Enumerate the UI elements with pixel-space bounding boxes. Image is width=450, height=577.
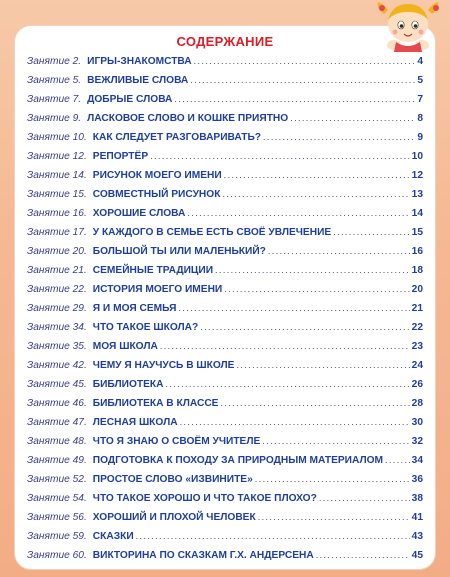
page-number: 30 — [411, 417, 423, 428]
lesson-topic: СОВМЕСТНЫЙ РИСУНОК — [92, 189, 221, 200]
lesson-number: Занятие 14. — [27, 170, 87, 181]
toc-entry — [27, 223, 423, 242]
lesson-number: Занятие 59. — [27, 531, 87, 542]
toc-entry — [27, 109, 423, 128]
page-number: 13 — [411, 189, 423, 200]
lesson-topic: ЧТО ТАКОЕ ШКОЛА? — [92, 322, 199, 333]
lesson-topic: БОЛЬШОЙ ТЫ ИЛИ МАЛЕНЬКИЙ? — [92, 246, 266, 257]
dot-leader — [319, 489, 410, 508]
lesson-number: Занятие 10. — [27, 132, 87, 143]
lesson-number: Занятие 22. — [27, 284, 87, 295]
dot-leader — [316, 546, 410, 565]
lesson-number: Занятие 42. — [27, 360, 87, 371]
page-number: 32 — [411, 436, 423, 447]
lesson-number: Занятие 35. — [27, 341, 87, 352]
dot-leader — [385, 451, 410, 470]
page-number: 21 — [411, 303, 423, 314]
lesson-topic: РЕПОРТЁР — [92, 151, 149, 162]
lesson-number: Занятие 54. — [27, 493, 87, 504]
toc-entry — [27, 451, 423, 470]
toc-entry — [27, 71, 423, 90]
lesson-topic: ЧТО Я ЗНАЮ О СВОЁМ УЧИТЕЛЕ — [92, 436, 261, 447]
lesson-topic: МОЯ ШКОЛА — [92, 341, 158, 352]
page-number: 10 — [411, 151, 423, 162]
toc-entry — [27, 546, 423, 565]
page-number: 43 — [411, 531, 423, 542]
lesson-number: Занятие 5. — [27, 75, 82, 86]
dot-leader — [222, 185, 409, 204]
lesson-topic: СКАЗКИ — [92, 531, 134, 542]
dot-leader — [290, 109, 415, 128]
dot-leader — [190, 71, 415, 90]
dot-leader — [165, 375, 409, 394]
toc-entry — [27, 128, 423, 147]
lesson-topic: СЕМЕЙНЫЕ ТРАДИЦИИ — [92, 265, 214, 276]
lesson-topic: ХОРОШИЙ И ПЛОХОЙ ЧЕЛОВЕК — [92, 512, 256, 523]
dot-leader — [224, 166, 410, 185]
toc-entry — [27, 204, 423, 223]
page-number: 14 — [411, 208, 423, 219]
contents-sheet — [15, 26, 435, 569]
lesson-number: Занятие 49. — [27, 455, 87, 466]
lesson-number: Занятие 48. — [27, 436, 87, 447]
lesson-topic: ЧЕМУ Я НАУЧУСЬ В ШКОЛЕ — [92, 360, 235, 371]
lesson-topic: Я И МОЯ СЕМЬЯ — [92, 303, 177, 314]
toc-entry — [27, 413, 423, 432]
toc-entry — [27, 185, 423, 204]
lesson-topic: ЛЕСНАЯ ШКОЛА — [92, 417, 178, 428]
page-number: 34 — [411, 455, 423, 466]
page-number: 16 — [411, 246, 423, 257]
dot-leader — [178, 299, 409, 318]
lesson-topic: РИСУНОК МОЕГО ИМЕНИ — [92, 170, 222, 181]
page-number: 7 — [417, 94, 423, 105]
page-number: 28 — [411, 398, 423, 409]
lesson-topic: ПОДГОТОВКА К ПОХОДУ ЗА ПРИРОДНЫМ МАТЕРИАЛОМ — [92, 455, 384, 466]
page-number: 18 — [411, 265, 423, 276]
lesson-topic: КАК СЛЕДУЕТ РАЗГОВАРИВАТЬ? — [92, 132, 262, 143]
lesson-topic: ХОРОШИЕ СЛОВА — [92, 208, 186, 219]
lesson-number: Занятие 17. — [27, 227, 87, 238]
dot-leader — [224, 280, 409, 299]
toc-entry — [27, 394, 423, 413]
page-number: 12 — [411, 170, 423, 181]
table-of-contents — [27, 52, 423, 565]
page-number: 36 — [411, 474, 423, 485]
dot-leader — [220, 394, 409, 413]
lesson-number: Занятие 29. — [27, 303, 87, 314]
page-number: 5 — [417, 75, 423, 86]
lesson-topic: ИГРЫ-ЗНАКОМСТВА — [87, 56, 192, 67]
lesson-topic: У КАЖДОГО В СЕМЬЕ ЕСТЬ СВОЁ УВЛЕЧЕНИЕ — [92, 227, 332, 238]
dot-leader — [258, 508, 410, 527]
lesson-number: Занятие 47. — [27, 417, 87, 428]
toc-entry — [27, 299, 423, 318]
page-number: 26 — [411, 379, 423, 390]
lesson-number: Занятие 45. — [27, 379, 87, 390]
toc-entry — [27, 337, 423, 356]
lesson-number: Занятие 9. — [27, 113, 82, 124]
toc-entry — [27, 90, 423, 109]
toc-entry — [27, 527, 423, 546]
lesson-number: Занятие 12. — [27, 151, 87, 162]
lesson-topic: БИБЛИОТЕКА — [92, 379, 164, 390]
dot-leader — [268, 242, 410, 261]
dot-leader — [187, 204, 409, 223]
page-number: 41 — [411, 512, 423, 523]
dot-leader — [236, 356, 409, 375]
page-number: 22 — [411, 322, 423, 333]
page-number: 45 — [411, 550, 423, 561]
toc-entry — [27, 432, 423, 451]
dot-leader — [262, 432, 409, 451]
toc-entry — [27, 508, 423, 527]
dot-leader — [136, 527, 410, 546]
toc-entry — [27, 375, 423, 394]
lesson-number: Занятие 56. — [27, 512, 87, 523]
toc-entry — [27, 470, 423, 489]
dot-leader — [333, 223, 409, 242]
page-number: 20 — [411, 284, 423, 295]
toc-entry — [27, 242, 423, 261]
page-number: 15 — [411, 227, 423, 238]
lesson-number: Занятие 60. — [27, 550, 87, 561]
lesson-number: Занятие 21. — [27, 265, 87, 276]
dot-leader — [180, 413, 410, 432]
cartoon-girl-icon — [374, 0, 444, 52]
toc-entry — [27, 356, 423, 375]
page-number: 8 — [417, 113, 423, 124]
toc-entry — [27, 147, 423, 166]
dot-leader — [174, 90, 415, 109]
lesson-topic: ПРОСТОЕ СЛОВО «ИЗВИНИТЕ» — [92, 474, 253, 485]
lesson-topic: ВИКТОРИНА ПО СКАЗКАМ Г.Х. АНДЕРСЕНА — [92, 550, 314, 561]
dot-leader — [194, 52, 416, 71]
dot-leader — [150, 147, 410, 166]
lesson-number: Занятие 7. — [27, 94, 82, 105]
lesson-number: Занятие 52. — [27, 474, 87, 485]
lesson-topic: ЛАСКОВОЕ СЛОВО И КОШКЕ ПРИЯТНО — [87, 113, 289, 124]
dot-leader — [255, 470, 410, 489]
dot-leader — [215, 261, 410, 280]
dot-leader — [160, 337, 410, 356]
lesson-topic: ДОБРЫЕ СЛОВА — [87, 94, 173, 105]
lesson-topic: ЧТО ТАКОЕ ХОРОШО И ЧТО ТАКОЕ ПЛОХО? — [92, 493, 317, 504]
page-number: 23 — [411, 341, 423, 352]
page-number: 9 — [417, 132, 423, 143]
toc-entry — [27, 489, 423, 508]
toc-entry — [27, 261, 423, 280]
toc-entry — [27, 52, 423, 71]
lesson-number: Занятие 20. — [27, 246, 87, 257]
lesson-topic: ВЕЖЛИВЫЕ СЛОВА — [87, 75, 189, 86]
page-number: 38 — [411, 493, 423, 504]
page-number: 4 — [417, 56, 423, 67]
toc-entry — [27, 318, 423, 337]
lesson-number: Занятие 15. — [27, 189, 87, 200]
page-number: 24 — [411, 360, 423, 371]
lesson-topic: БИБЛИОТЕКА В КЛАССЕ — [92, 398, 219, 409]
lesson-topic: ИСТОРИЯ МОЕГО ИМЕНИ — [92, 284, 223, 295]
lesson-number: Занятие 2. — [27, 56, 82, 67]
dot-leader — [200, 318, 409, 337]
toc-entry — [27, 166, 423, 185]
lesson-number: Занятие 34. — [27, 322, 87, 333]
toc-entry — [27, 280, 423, 299]
dot-leader — [263, 128, 415, 147]
lesson-number: Занятие 46. — [27, 398, 87, 409]
lesson-number: Занятие 16. — [27, 208, 87, 219]
page-title: СОДЕРЖАНИЕ — [176, 34, 274, 49]
